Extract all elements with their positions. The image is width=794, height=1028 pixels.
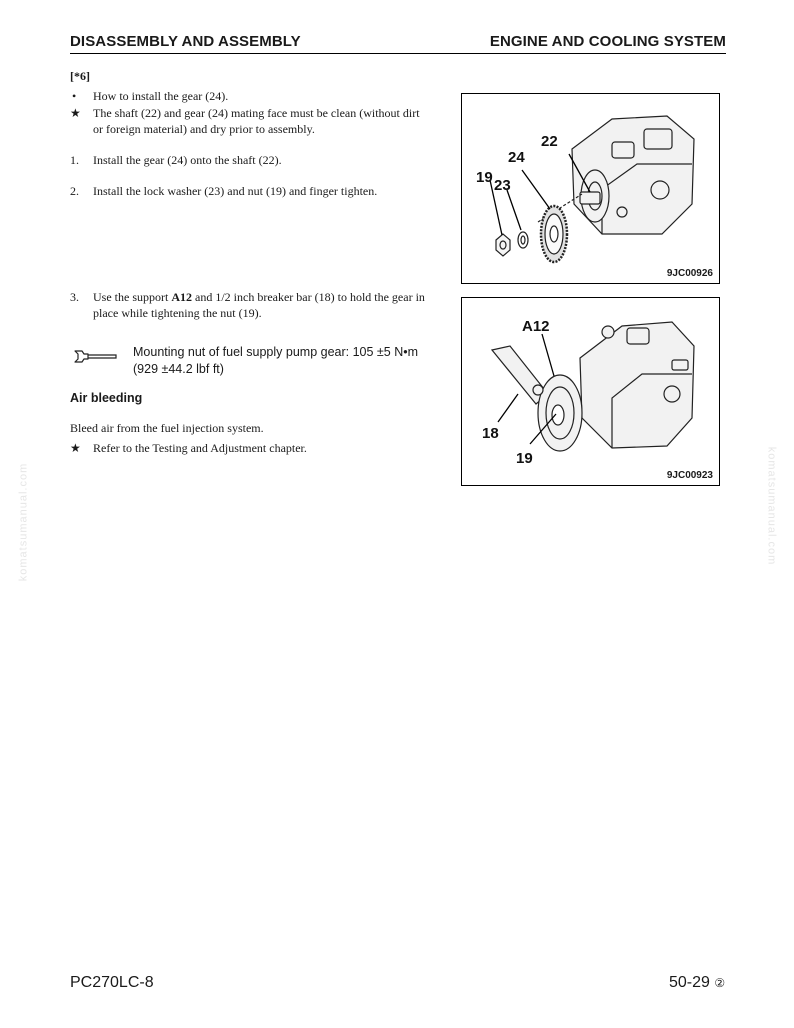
wrench-icon (74, 348, 118, 366)
note-line-1: The shaft (22) and gear (24) mating face must be clean (without dirt (93, 106, 420, 120)
watermark-right: komatsumanual.com (765, 446, 778, 566)
bullet-text: How to install the gear (24). (93, 89, 229, 103)
callout-19: 19 (516, 450, 533, 467)
torque-spec (133, 344, 443, 378)
footer-page-number: 50-29 (669, 974, 710, 991)
callout-a12: A12 (522, 318, 550, 335)
step-text (93, 289, 453, 305)
step-number: 2. (70, 184, 79, 198)
step-text: Install the lock washer (23) and nut (19) and finger tighten. (93, 184, 378, 198)
header-left-title: DISASSEMBLY AND ASSEMBLY (70, 33, 301, 50)
torque-spec-line-1: Mounting nut of fuel supply pump gear: 105 ±5 N•m (133, 345, 419, 359)
watermark-left: komatsumanual.com (17, 462, 30, 582)
callout-19: 19 (476, 169, 493, 186)
step-number: 3. (70, 290, 79, 304)
support-tool-code: A12 (171, 290, 192, 304)
step-text: Install the gear (24) onto the shaft (22). (93, 153, 282, 167)
figure-nut-tightening (461, 297, 720, 486)
note-line-2: or foreign material) and dry prior to assembly. (93, 122, 315, 136)
callout-22: 22 (541, 133, 558, 150)
air-bleeding-note: Refer to the Testing and Adjustment chapter. (93, 441, 307, 455)
star-marker: ★ (70, 441, 81, 455)
figure-code: 9JC00923 (666, 470, 713, 481)
pump-support-drawing (462, 298, 719, 485)
section-tag: [*6] (70, 69, 90, 83)
step-number: 1. (70, 153, 79, 167)
callout-24: 24 (508, 149, 525, 166)
figure-code: 9JC00926 (666, 268, 713, 279)
page-header (70, 33, 726, 54)
header-right-title: ENGINE AND COOLING SYSTEM (489, 33, 726, 50)
figure-gear-installation (461, 93, 720, 284)
footer-revision: ② (714, 976, 726, 990)
torque-spec-line-2: (929 ±44.2 lbf ft) (133, 362, 224, 376)
step-text-pre: Use the support (93, 290, 172, 304)
footer-model: PC270LC-8 (70, 974, 154, 991)
footer-page (669, 974, 725, 992)
callout-18: 18 (482, 425, 499, 442)
callout-23: 23 (494, 177, 511, 194)
star-marker: ★ (70, 106, 81, 120)
step-3-line-2: place while tightening the nut (19). (93, 306, 262, 320)
pump-gear-drawing (462, 94, 719, 283)
bullet-marker: • (72, 89, 77, 103)
step-text-post: and 1/2 inch breaker bar (18) to hold the gear in (192, 290, 425, 304)
air-bleeding-text: Bleed air from the fuel injection system. (70, 421, 264, 435)
air-bleeding-heading: Air bleeding (70, 391, 143, 405)
